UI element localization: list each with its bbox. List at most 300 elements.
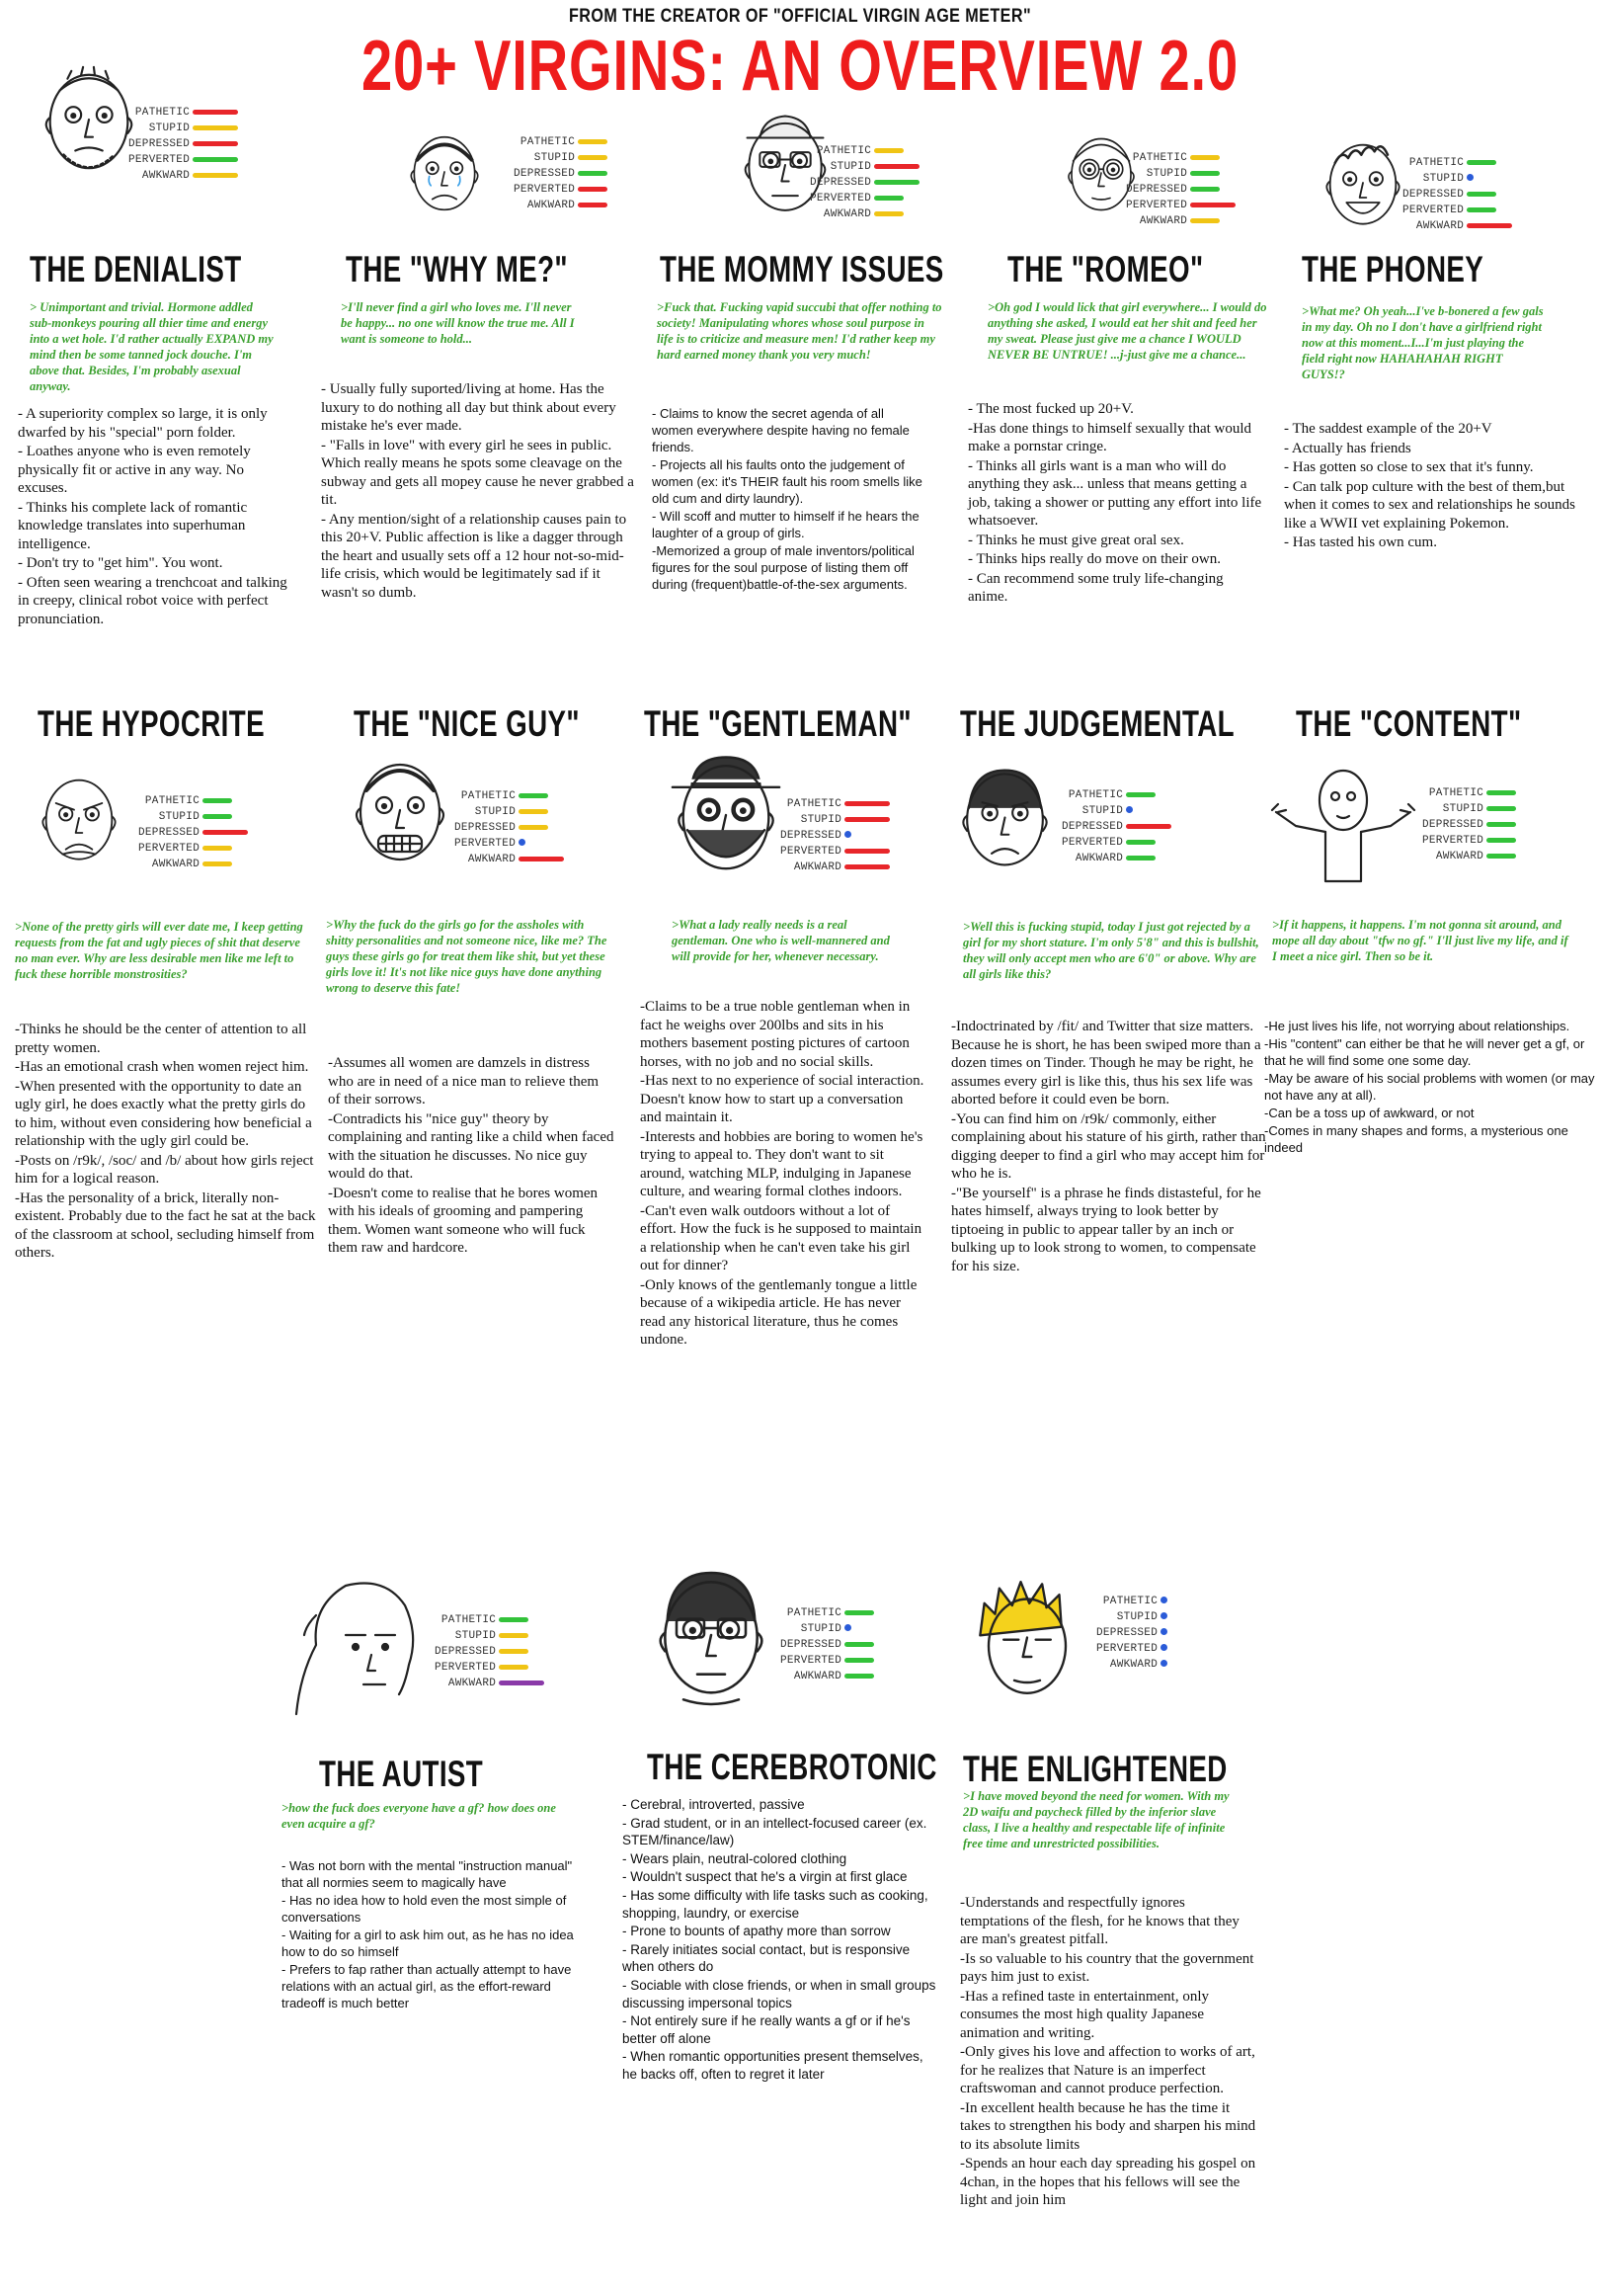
description-line: - Often seen wearing a trenchcoat and talking in creepy, clinical robot voice with perfect pronunciation. [18, 574, 287, 627]
meter-row [1402, 187, 1516, 203]
meter-row [1062, 835, 1175, 851]
meter-row [780, 844, 894, 860]
meter-bar [1467, 223, 1512, 228]
meter-bar [1467, 160, 1496, 165]
meter-bar [1190, 171, 1220, 176]
meter-bar [578, 203, 607, 207]
meter-row [1096, 1609, 1210, 1625]
meter-row [780, 860, 894, 875]
card-description [281, 1857, 578, 2012]
meter-bar [1190, 187, 1220, 192]
meter-label: AWKWARD [447, 1678, 497, 1689]
meter-row [454, 852, 568, 867]
meter-label: DEPRESSED [1126, 184, 1188, 196]
meter-bar [519, 809, 548, 814]
greentext-quote: >Fuck that. Fucking vapid succubi that offer nothing to society! Manipulating whores whose soul purpose in life is to criticize and measure men! I'd rather keep my hard earned money thank you very much! [657, 300, 942, 362]
card-description [1264, 1018, 1600, 1157]
card-title: THE JUDGEMENTAL [960, 703, 1235, 744]
card-description [328, 1054, 614, 1259]
meter-bar [193, 110, 238, 115]
meter-bar [1190, 155, 1220, 160]
card-description [15, 1021, 316, 1264]
description-line: - Rarely initiates social contact, but is responsive when others do [622, 1941, 911, 1975]
meter-bar [1160, 1660, 1167, 1667]
virgin-meter [514, 134, 627, 213]
description-line: -Indoctrinated by /fit/ and Twitter that size matters. Because he is short, he has been swiped more than a dozen times on Tinder. Though he may be right, he assumes every girl is like this, thus his sex life was aborted before it could even be born. [951, 1019, 1261, 1107]
description-line: -You can find him on /r9k/ commonly, either complaining about his stature of his girth, rather than digging deeper to find a girl who may accept him for who he is. [951, 1110, 1266, 1182]
meter-row [1062, 819, 1175, 835]
meter-row [1422, 785, 1536, 801]
virgin-meter [1096, 1594, 1210, 1673]
meter-row [1062, 803, 1175, 819]
meter-row [454, 820, 568, 836]
virgin-meter [810, 143, 923, 222]
description-line: -May be aware of his social problems with women (or may not have any at all). [1264, 1071, 1595, 1103]
meter-label: STUPID [800, 1623, 842, 1635]
meter-bar [578, 187, 607, 192]
meter-label: DEPRESSED [435, 1646, 497, 1658]
card-title: THE "ROMEO" [1007, 249, 1204, 289]
laughing-face-icon [1314, 128, 1412, 237]
description-line: -Posts on /r9k/, /soc/ and /b/ about how girls reject him for a logical reason. [15, 1152, 314, 1187]
description-line: - Was not born with the mental "instruction manual" that all normies seem to magically have [281, 1858, 573, 1890]
meter-bar [499, 1649, 528, 1654]
description-line: - A superiority complex so large, it is only dwarfed by his "special" porn folder. [18, 406, 268, 441]
meter-bar [519, 839, 525, 846]
card-title: THE "NICE GUY" [354, 703, 580, 744]
meter-row [1062, 787, 1175, 803]
description-line: - Don't try to "get him". You wont. [18, 555, 223, 571]
meter-label: STUPID [474, 806, 517, 818]
meter-bar [499, 1633, 528, 1638]
description-line: - When romantic opportunities present themselves, he backs off, often to regret it later [622, 2049, 923, 2082]
meter-label: AWKWARD [467, 854, 517, 865]
description-line: -Can be a toss up of awkward, or not [1264, 1106, 1475, 1120]
meter-bar [874, 196, 904, 201]
meter-label: PERVERTED [780, 846, 842, 858]
meter-row [1062, 851, 1175, 866]
greentext-quote: >Well this is fucking stupid, today I just got rejected by a girl for my short stature. I'm only 5'8" and this is bullshit, they will only accept men who are 6'0" or above. Why are all girls like this? [963, 920, 1259, 981]
greentext-quote: >What a lady really needs is a real gentleman. One who is well-mannered and will provide for her, whenever necessary. [672, 918, 890, 963]
meter-bar [844, 1624, 851, 1631]
description-line: - Loathes anyone who is even remotely physically fit or active in any way. No excuses. [18, 444, 251, 496]
meter-row [454, 804, 568, 820]
meter-bar [1160, 1612, 1167, 1619]
description-line: -Contradicts his "nice guy" theory by complaining and ranting like a child when faced with the situation he discusses. No nice guy would do that. [328, 1110, 614, 1182]
description-line: - Can recommend some truly life-changing anime. [968, 570, 1224, 605]
card-description [321, 380, 637, 603]
meter-row [810, 175, 923, 191]
greentext-quote: >If it happens, it happens. I'm not gonna sit around, and mope all day about "tfw no gf." I'll just live my life, and if I meet a nice girl. Then so be it. [1272, 918, 1568, 963]
meter-label: PATHETIC [1102, 1596, 1159, 1607]
meter-bar [202, 798, 232, 803]
meter-row [128, 152, 242, 168]
meter-label: STUPID [454, 1630, 497, 1642]
meter-label: PERVERTED [435, 1662, 497, 1674]
meter-row [1126, 166, 1240, 182]
meter-row [780, 1653, 894, 1669]
greentext-quote: > Unimportant and trivial. Hormone addled sub-monkeys pouring all thier time and energy into a wet hole. I'd rather actually EXPAND my mind then be some tanned jock douche. I'm above that. Besides, I'm probably asexual anyway. [30, 300, 274, 393]
greentext-quote: >I'll never find a girl who loves me. I'll never be happy... no one will know the true me. All I want is someone to hold... [341, 300, 575, 346]
meter-label: DEPRESSED [514, 168, 576, 180]
meter-label: DEPRESSED [780, 1639, 842, 1651]
meter-bar [1467, 207, 1496, 212]
description-line: -His "content" can either be that he will never get a gf, or that he will find some one some day. [1264, 1036, 1585, 1068]
page-title: 20+ VIRGINS: AN OVERVIEW 2.0 [361, 27, 1239, 106]
meter-label: PATHETIC [816, 145, 872, 157]
description-line: -Only knows of the gentlemanly tongue a little because of a wikipedia article. He has never read any historical literature, thus he comes undone. [640, 1276, 918, 1348]
meter-bar [202, 846, 232, 851]
meter-bar [844, 864, 890, 869]
meter-row [435, 1660, 548, 1676]
virgin-meter [1422, 785, 1536, 864]
meter-label: PATHETIC [786, 798, 842, 810]
description-line: -Has done things to himself sexually that would make a pornstar cringe. [968, 420, 1252, 454]
meter-bar [1160, 1644, 1167, 1651]
description-line: -Understands and respectfully ignores temptations of the flesh, for he knows that they are man's greatest pitfall. [960, 1895, 1240, 1947]
meter-bar [874, 211, 904, 216]
meter-label: AWKWARD [1435, 851, 1484, 862]
meter-bar [874, 164, 920, 169]
meter-row [1096, 1657, 1210, 1673]
meter-row [454, 788, 568, 804]
meter-label: DEPRESSED [454, 822, 517, 834]
meter-label: AWKWARD [1415, 220, 1465, 232]
virgin-meter [435, 1612, 548, 1691]
meter-bar [578, 139, 607, 144]
meter-row [1096, 1641, 1210, 1657]
greentext-quote: >I have moved beyond the need for women. With my 2D waifu and paycheck filled by the inferior slave class, I live a healthy and respectable life of infinite free time and unrestricted possibilities. [963, 1789, 1230, 1850]
description-line: - Has no idea how to hold even the most simple of conversations [281, 1893, 567, 1925]
meter-label: STUPID [158, 811, 200, 823]
meter-row [1422, 849, 1536, 864]
description-line: -Has next to no experience of social interaction. Doesn't know how to start up a conversation and maintain it. [640, 1073, 924, 1125]
description-line: - Waiting for a girl to ask him out, as he has no idea how to do so himself [281, 1927, 574, 1959]
meter-label: PERVERTED [1422, 835, 1484, 847]
card-title: THE AUTIST [319, 1754, 484, 1794]
shrugging-figure-icon [1264, 761, 1422, 894]
meter-bar [1486, 806, 1516, 811]
meter-row [138, 809, 252, 825]
virgin-meter [1126, 150, 1240, 229]
meter-label: PERVERTED [1096, 1643, 1159, 1655]
greentext-quote: >Oh god I would lick that girl everywhere... I would do anything she asked, I would eat her shit and feed her my sweat. Please just give me a chance I WOULD NEVER BE UNTRUE! ...j-just give me a chance... [988, 300, 1267, 362]
meter-bar [1467, 192, 1496, 197]
meter-label: DEPRESSED [780, 830, 842, 842]
description-line: - Wears plain, neutral-colored clothing [622, 1850, 847, 1866]
meter-row [1096, 1594, 1210, 1609]
description-line: -Claims to be a true noble gentleman when in fact he weighs over 200lbs and sits in his mothers basement posting pictures of cartoon horses, with no job and no social skills. [640, 999, 911, 1070]
meter-row [1422, 801, 1536, 817]
card-description [960, 1894, 1256, 2211]
meter-bar [499, 1665, 528, 1670]
description-line: -Thinks he should be the center of attention to all pretty women. [15, 1022, 307, 1056]
meter-label: PERVERTED [1402, 205, 1465, 216]
glasses-neutral-face-icon [642, 1561, 780, 1709]
meter-label: PATHETIC [1408, 157, 1465, 169]
angry-face-icon [30, 749, 128, 887]
meter-bar [844, 849, 890, 854]
meter-label: AWKWARD [823, 208, 872, 220]
virgin-meter [1062, 787, 1175, 866]
meter-label: AWKWARD [1139, 215, 1188, 227]
blank-stare-face-icon [277, 1576, 425, 1724]
meter-bar [1190, 203, 1236, 207]
card-title: THE HYPOCRITE [38, 703, 265, 744]
description-line: - Thinks his complete lack of romantic knowledge translates into superhuman intelligence. [18, 499, 248, 552]
description-line: - Prefers to fap rather than actually attempt to have relations with an actual girl, as the effort-reward tradeoff is much better [281, 1962, 572, 2010]
virgin-meter [128, 105, 242, 184]
greentext-quote: >Why the fuck do the girls go for the assholes with shitty personalities and not someone nice, like me? The guys these girls go for treat them like shit, but yet these girls love it! It's not like nice guys have done anything wrong to deserve this fate! [326, 918, 607, 995]
description-line: - Sociable with close friends, or when in small groups discussing impersonal topics [622, 1977, 936, 2010]
meter-row [780, 812, 894, 828]
greentext-quote: >None of the pretty girls will ever date me, I keep getting requests from the fat and ugly pieces of shit that deserve no man ever. Why are less desirable men like me left to fuck these horrible monstrosities? [15, 920, 303, 981]
meter-label: PERVERTED [514, 184, 576, 196]
meter-bar [844, 801, 890, 806]
meter-bar [1126, 824, 1171, 829]
description-line: -Memorized a group of male inventors/political figures for the soul purpose of listing them off during (frequent)battle-of-the-sex arguments. [652, 543, 915, 592]
description-line: -Comes in many shapes and forms, a mysterious one indeed [1264, 1123, 1568, 1155]
meter-bar [874, 148, 904, 153]
description-line: - "Falls in love" with every girl he sees in public. Which really means he spots some cleavage on the subway and gets all mopey cause he never grabbed a tit. [321, 437, 634, 508]
meter-label: DEPRESSED [810, 177, 872, 189]
description-line: -In excellent health because he has the time it takes to strengthen his body and sharpen his mind to its absolute limits [960, 2099, 1256, 2153]
description-line: -He just lives his life, not worrying about relationships. [1264, 1019, 1570, 1033]
card-title: THE "GENTLEMAN" [644, 703, 912, 744]
meter-bar [1126, 806, 1133, 813]
description-line: - Wouldn't suspect that he's a virgin at first glace [622, 1869, 908, 1885]
virgin-meter [138, 793, 252, 872]
meter-label: STUPID [1116, 1611, 1159, 1623]
meter-row [780, 828, 894, 844]
meter-label: DEPRESSED [128, 138, 191, 150]
virgin-meter [454, 788, 568, 867]
description-line: - Has tasted his own cum. [1284, 534, 1437, 550]
meter-label: STUPID [148, 123, 191, 134]
meter-label: STUPID [1081, 805, 1124, 817]
greentext-quote: >What me? Oh yeah...I've b-bonered a few gals in my day. Oh no I don't have a girlfriend right now at this moment...I...I'm just playing the field right now HAHAHAHAH RIGHT GUYS!? [1302, 304, 1544, 381]
meter-bar [844, 1610, 874, 1615]
meter-bar [1126, 792, 1156, 797]
card-description [18, 405, 296, 629]
meter-row [128, 105, 242, 121]
greentext-quote: >how the fuck does everyone have a gf? how does one even acquire a gf? [281, 1801, 556, 1831]
meter-row [138, 793, 252, 809]
card-title: THE MOMMY ISSUES [660, 249, 944, 289]
meter-row [514, 134, 627, 150]
meter-row [1126, 182, 1240, 198]
description-line: -Is so valuable to his country that the government pays him just to exist. [960, 1950, 1254, 1985]
description-line: - Has some difficulty with life tasks such as cooking, shopping, laundry, or exercise [622, 1887, 928, 1921]
meter-row [780, 1669, 894, 1684]
meter-bar [844, 1674, 874, 1679]
meter-row [514, 198, 627, 213]
meter-bar [1486, 790, 1516, 795]
meter-row [810, 143, 923, 159]
description-line: -Has an emotional crash when women reject him. [15, 1059, 309, 1075]
meter-label: PATHETIC [1132, 152, 1188, 164]
meter-bar [193, 173, 238, 178]
blond-serene-face-icon [963, 1556, 1091, 1719]
meter-label: DEPRESSED [1402, 189, 1465, 201]
description-line: - Can talk pop culture with the best of them,but when it comes to sex and relationships he sounds like a WWII vet explaining Pokemon. [1284, 478, 1575, 532]
meter-bar [519, 825, 548, 830]
card-description [968, 400, 1264, 608]
meter-bar [1160, 1628, 1167, 1635]
meter-bar [1486, 854, 1516, 859]
grimacing-face-icon [341, 751, 459, 869]
meter-label: AWKWARD [793, 861, 842, 873]
meter-label: AWKWARD [793, 1671, 842, 1682]
meter-row [1402, 203, 1516, 218]
meter-label: PATHETIC [520, 136, 576, 148]
meter-row [128, 136, 242, 152]
meter-row [1096, 1625, 1210, 1641]
description-line: - Actually has friends [1284, 440, 1411, 456]
card-title: THE ENLIGHTENED [963, 1749, 1228, 1789]
meter-label: PERVERTED [780, 1655, 842, 1667]
card-title: THE CEREBROTONIC [647, 1747, 937, 1787]
meter-row [138, 857, 252, 872]
meter-label: DEPRESSED [138, 827, 200, 839]
fedora-bearded-face-icon [662, 751, 790, 879]
meter-label: PERVERTED [128, 154, 191, 166]
meter-bar [1126, 840, 1156, 845]
description-line: -"Be yourself" is a phrase he finds distasteful, for he hates himself, always trying to look better by tiptoeing in public to appear taller by an inch or bulking up to look strong to women, to compensate for his size. [951, 1185, 1261, 1274]
description-line: - Claims to know the secret agenda of all women everywhere despite having no female friends. [652, 406, 910, 454]
meter-bar [1160, 1597, 1167, 1603]
card-title: THE "CONTENT" [1296, 703, 1522, 744]
meter-row [1126, 150, 1240, 166]
meter-bar [1126, 856, 1156, 861]
description-line: -Doesn't come to realise that he bores women with his ideals of grooming and pampering them. Women want someone who will fuck them raw and hardcore. [328, 1185, 599, 1256]
meter-bar [499, 1617, 528, 1622]
meter-row [138, 825, 252, 841]
meter-label: STUPID [533, 152, 576, 164]
crying-face-icon [375, 126, 514, 217]
meter-bar [193, 157, 238, 162]
meter-label: PATHETIC [1428, 787, 1484, 799]
meter-label: AWKWARD [526, 200, 576, 211]
meter-label: DEPRESSED [1062, 821, 1124, 833]
meter-bar [874, 180, 920, 185]
meter-bar [844, 1642, 874, 1647]
meter-bar [499, 1681, 544, 1685]
meter-bar [202, 814, 232, 819]
description-line: - The saddest example of the 20+V [1284, 421, 1492, 437]
description-line: - Any mention/sight of a relationship causes pain to this 20+V. Public affection is like a dagger through the heart and usually sets off a 12 hour not-so-mid-life crisis, which would be legitimately sad if it wasn't so dumb. [321, 511, 627, 601]
description-line: -Spends an hour each day spreading his gospel on 4chan, in the hopes that his fellows will see the light and join him [960, 2156, 1256, 2208]
meter-row [128, 168, 242, 184]
description-line: - Not entirely sure if he really wants a gf or if he's better off alone [622, 2013, 911, 2046]
meter-row [435, 1628, 548, 1644]
creator-credit: FROM THE CREATOR OF "OFFICIAL VIRGIN AGE METER" [568, 6, 1032, 27]
description-line: - Thinks all girls want is a man who will do anything they ask... unless that means getting a job, taking a shower or putting any effort into life whatsoever. [968, 457, 1262, 529]
description-line: -Has a refined taste in entertainment, only consumes the most high quality Japanese animation and writing. [960, 1988, 1209, 2041]
description-line: -Can't even walk outdoors without a lot of effort. How the fuck is he supposed to maintain a relationship when he can't even take his girl out for dinner? [640, 1202, 922, 1273]
meter-row [514, 150, 627, 166]
meter-bar [844, 831, 851, 838]
meter-row [514, 182, 627, 198]
meter-label: PATHETIC [1068, 789, 1124, 801]
description-line: - Will scoff and mutter to himself if he hears the laughter of a group of girls. [652, 509, 920, 540]
meter-label: PATHETIC [786, 1607, 842, 1619]
meter-row [810, 206, 923, 222]
virgin-meter [780, 796, 894, 875]
meter-row [810, 159, 923, 175]
card-description [951, 1018, 1272, 1276]
meter-row [1402, 155, 1516, 171]
description-line: -Only gives his love and affection to works of art, for he realizes that Nature is an imperfect craftswoman and cannot produce perfection. [960, 2044, 1255, 2096]
description-line: -When presented with the opportunity to date an ugly girl, he does exactly what the pretty girls do to him, without even considering how beneficial a relationship with the ugly girl could be. [15, 1078, 312, 1149]
meter-label: PERVERTED [1062, 837, 1124, 849]
meter-bar [193, 141, 238, 146]
card-title: THE DENIALIST [30, 249, 242, 289]
meter-label: AWKWARD [1075, 853, 1124, 864]
meter-row [1402, 171, 1516, 187]
meter-bar [578, 171, 607, 176]
meter-bar [1190, 218, 1220, 223]
meter-label: AWKWARD [151, 859, 200, 870]
meter-label: PERVERTED [454, 838, 517, 850]
description-line: -Assumes all women are damzels in distress who are in need of a nice man to relieve them of their sorrows. [328, 1055, 600, 1107]
meter-label: DEPRESSED [1422, 819, 1484, 831]
meter-row [435, 1644, 548, 1660]
meter-label: STUPID [1422, 173, 1465, 185]
meter-row [1126, 198, 1240, 213]
card-description [640, 998, 926, 1351]
description-line: - The most fucked up 20+V. [968, 401, 1134, 417]
meter-label: DEPRESSED [1096, 1627, 1159, 1639]
meter-label: AWKWARD [1109, 1659, 1159, 1671]
meter-row [128, 121, 242, 136]
meter-label: PATHETIC [134, 107, 191, 119]
frowning-face-icon [948, 761, 1062, 874]
meter-label: STUPID [1442, 803, 1484, 815]
meter-label: PERVERTED [810, 193, 872, 205]
description-line: - Grad student, or in an intellect-focused career (ex. STEM/finance/law) [622, 1815, 927, 1848]
meter-bar [1486, 822, 1516, 827]
meter-row [138, 841, 252, 857]
meter-bar [519, 793, 548, 798]
card-description [652, 405, 928, 594]
meter-row [780, 1605, 894, 1621]
description-line: - Projects all his faults onto the judgement of women (ex: it's THEIR fault his room smells like old cum and dirty laundry). [652, 457, 922, 506]
meter-label: STUPID [1146, 168, 1188, 180]
meter-bar [193, 125, 238, 130]
description-line: - Has gotten so close to sex that it's funny. [1284, 459, 1534, 475]
meter-row [454, 836, 568, 852]
virgin-meter [780, 1605, 894, 1684]
meter-label: AWKWARD [141, 170, 191, 182]
meter-row [780, 796, 894, 812]
meter-label: PATHETIC [144, 795, 200, 807]
meter-label: PERVERTED [1126, 200, 1188, 211]
meter-label: STUPID [830, 161, 872, 173]
description-line: - Cerebral, introverted, passive [622, 1797, 805, 1812]
meter-label: STUPID [800, 814, 842, 826]
description-line: - Usually fully suported/living at home. Has the luxury to do nothing all day but think about every mistake he's ever made. [321, 381, 616, 434]
meter-bar [844, 1658, 874, 1663]
card-description [1284, 420, 1580, 553]
meter-bar [202, 830, 248, 835]
meter-row [435, 1612, 548, 1628]
meter-row [780, 1621, 894, 1637]
meter-label: PERVERTED [138, 843, 200, 855]
meter-bar [578, 155, 607, 160]
description-line: - Thinks hips really do move on their own. [968, 551, 1221, 567]
card-description [622, 1796, 938, 2085]
